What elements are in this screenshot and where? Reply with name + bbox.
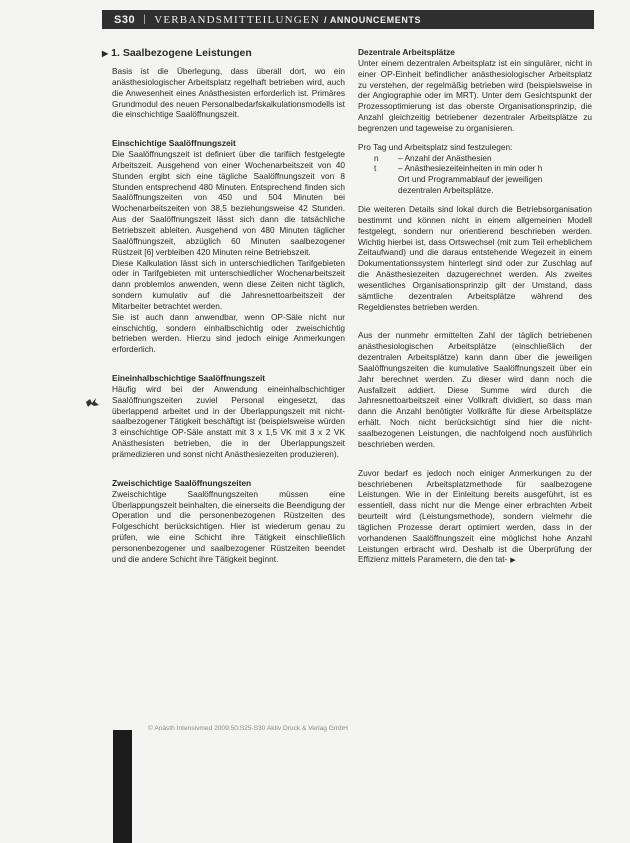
intro-paragraph: Basis ist die Überlegung, dass überall dort, wo ein anästhesiologischer Arbeitsplatz regelhaft betrieben wird, auch die Anwesenheit eines Anästhesisten erforderlich ist. Primäres Grundmodul des neuen Personalbedarfskalkulationsmodells ist die einschichtige Saalöffnungszeit.	[112, 66, 345, 120]
subheading-zweischichtig: Zweischichtige Saalöffnungszeiten	[112, 477, 252, 488]
list-item: t – Anästhesiezeiteinheiten in min oder h	[374, 163, 543, 174]
right-column	[358, 47, 592, 567]
definition-list	[358, 153, 592, 196]
page-footer: © Anästh Intensivmed 2009;50:S25-S30 Aktiv Druck & Verlag GmbH	[148, 725, 348, 732]
paragraph-continued: Zuvor bedarf es jedoch noch einiger Anmerkungen zu der beschriebenen Arbeitsplatzmethode für saalbezogene Leistungen. Wie in der Einleitung bereits ausgeführt, ist es essentiell, dass nicht nur die Menge einer erbrachten Arbeit beurteilt wird (Leistungsmethode), sondern vielmehr die täglichen Prozesse derart optimiert werden, dass in der vorhandenen Saalöffnungszeit eine möglichst hohe Anzahl Leistungen erbracht wird. Deshalb ist die Überprüfung der Effizienz mittels Parametern, die den tat- ▶	[358, 467, 592, 565]
paragraph: Sie ist auch dann anwendbar, wenn OP-Säle nicht nur einschichtig, sondern einhalbschichtig oder zweischichtig betrieben werden. Hierzu sind jedoch einige Anmerkungen erforderlich.	[112, 311, 345, 355]
left-column	[102, 47, 345, 573]
list-item: Ort und Programmablauf der jeweiligen	[398, 174, 543, 185]
subheading-dezentral: Dezentrale Arbeitsplätze	[358, 47, 455, 57]
paragraph: Unter einem dezentralen Arbeitsplatz ist ein singulärer, nicht in einer OP-Einheit befindlicher anästhesiologischer Arbeitsplatz zu verstehen, der regelmäßig betrieben wird (beispielsweise in der Angiographie oder im MRT). Unter dem Gesichtspunkt der Prozessoptimierung ist das oberste Organisationsprinzip, die Anzahl gleichzeitig betriebener dezentraler Arbeitsplätze zu begrenzen und tageweise zu organisieren.	[358, 57, 592, 133]
scan-black-bar	[113, 730, 132, 843]
subheading-einschichtig: Einschichtige Saalöffnungszeit	[112, 138, 236, 149]
page-header	[102, 10, 594, 29]
paragraph: Zweischichtige Saalöffnungszeiten müssen eine Überlappungszeit beinhalten, die einerseits die Beendigung der Operation und die personenbezogenen Rüstzeiten des Folgeschicht berücksichtigen. Hier ist wiederum genau zu prüfen, wie eine Schicht ihre Tätigkeit einschließlich personenbezogener und saalbezogener Rüstzeiten beendet und die andere Schicht ihre Tätigkeit beginnt.	[112, 488, 345, 564]
page-number: S30	[114, 13, 136, 26]
paragraph: Die weiteren Details sind lokal durch die Betriebsorganisation bestimmt und können nicht in einem allgemeinen Modell festgelegt, sondern nur orientierend beschrieben werden. Wichtig hierbei ist, dass Ortswechsel (mit zum Teil erheblichem Zeitaufwand) und die daraus entstehende Wegezeit in einem Dokumentationssystem hinterlegt sind oder zur Zuschlag auf die Anästhesiezeiten dazugerechnet werden. Als zweites wesentliches Organisationsprinzip gilt der Umstand, dass sämtliche dezentralen Arbeitsplätze während des Regeldienstes betrieben werden.	[358, 203, 592, 312]
list-item: n – Anzahl der Anästhesien	[374, 152, 492, 163]
ink-smudge-icon	[85, 396, 101, 408]
continue-arrow-icon: ▶	[510, 557, 516, 565]
paragraph: Diese Kalkulation lässt sich in unterschiedlichen Tarifgebieten oder in Tarifgebieten mit unterschiedlicher Wochenarbeitszeit dann problemlos anwenden, wenn diese Zeiten nicht täglich, sondern kumulativ auf die Jahresnettoarbeitszeit der Mitarbeiter betrachtet werden.	[112, 257, 345, 311]
paragraph: Aus der nunmehr ermittelten Zahl der täglich betriebenen anästhesiologischen Arbeitsplätze (einschließlich der dezentralen Arbeitsplätze) kann dann über die jeweiligen Saalöffnungszeiten die kumulative Saalöffnungszeit über ein Jahr berechnet werden. Zu dieser wird dann noch die Ausfallzeit addiert. Diese Summe wird durch die Jahresnettoarbeitszeit einer Vollkraft dividiert, so dass man dann die Anzahl benötigter Vollkräfte für diese Arbeitsplätze erhält. Noch nicht berücksichtigt sind hier die nicht-saalbezogenen Leistungen, die nachfolgend noch ausführlich beschrieben werden.	[358, 330, 592, 449]
section-heading: ▶ 1. Saalbezogene Leistungen	[102, 47, 252, 59]
header-title: VERBANDSMITTEILUNGEN	[154, 13, 320, 26]
paragraph: Die Saalöffnungszeit ist definiert über die tarifiich festgelegte Arbeitszeit. Ausgehend von einer Wochenarbeitszeit von 40 Stunden ergibt sich eine tägliche Saalöffnungszeit von 8 Stunden entsprechend 480 Minuten. Entsprechend finden sich Saalöffnungszeiten von 450 und 504 Minuten bei Wochenarbeitszeiten von 38,5 beziehungsweise 42 Stunden. Aus der Saalöffnungszeit lässt sich dann die tatsächliche Betriebszeit ableiten. Ausgehend von 480 Minuten täglicher Saalöffnungszeit, abzüglich 60 Minuten saalbezogener Rüstzeit [6] verbleiben 420 Minuten reine Betriebszeit.	[112, 149, 345, 257]
header-separator: |	[143, 14, 147, 25]
subheading-einhalbschichtig: Eineinhalbschichtige Saalöffnungszeit	[112, 373, 266, 384]
section-arrow-icon: ▶	[102, 49, 109, 58]
header-subtitle: / ANNOUNCEMENTS	[323, 14, 422, 25]
paragraph: Pro Tag und Arbeitsplatz sind festzulegen:	[358, 141, 513, 152]
paragraph: Häufig wird bei der Anwendung eineinhalbschichtiger Saalöffnungszeiten zuviel Personal eingesetzt, das überlappend arbeitet und in der Überlappungszeit mit nicht-saalbezogener Tätigkeit beschäftigt ist (beispielsweise würden 3 einschichtige OP-Säle anstatt mit 3 x 1,5 VK mit 3 x 2 VK Anästhesisten betrieben, die in der Überlappungszeit prämedizieren und sonst nicht Anästhesiezeiten produzieren).	[112, 383, 345, 459]
list-item: dezentralen Arbeitsplätze.	[398, 185, 494, 196]
